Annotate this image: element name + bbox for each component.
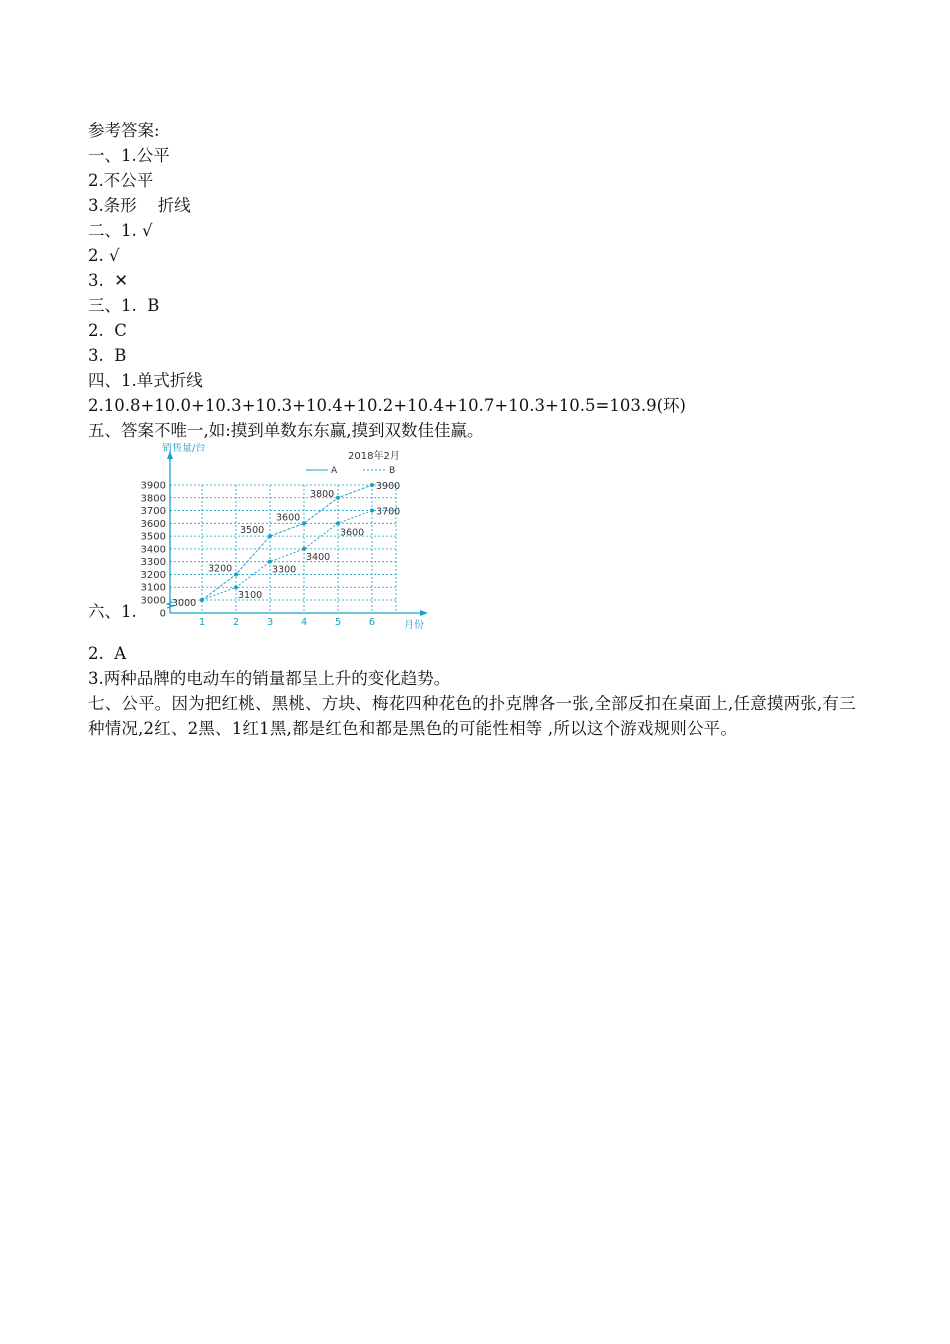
data-label-a: 3900	[376, 481, 401, 492]
y-tick-label: 3600	[140, 518, 166, 530]
data-point-b	[336, 521, 340, 525]
answer-line: 一、1.公平	[88, 146, 170, 165]
data-point-a	[336, 496, 340, 500]
answer-line: 2. C	[88, 321, 127, 340]
x-axis-arrow	[420, 610, 428, 616]
series-line-b	[202, 511, 372, 600]
x-axis-title: 月份	[404, 620, 424, 631]
answer-line: 参考答案:	[88, 121, 160, 140]
y-tick-label: 3100	[140, 582, 166, 594]
answer-line: 三、1. B	[88, 296, 160, 315]
data-point-b	[268, 560, 272, 564]
answers-part-2	[88, 641, 868, 691]
y-tick-label: 3300	[140, 557, 166, 569]
answer-line: 二、1. √	[88, 221, 153, 240]
x-tick-label: 3	[266, 617, 274, 628]
series-line-a	[202, 485, 372, 600]
data-point-a	[370, 483, 374, 487]
chart-title: 2018年2月	[348, 451, 400, 462]
answer-line: 四、1.单式折线	[88, 371, 203, 390]
legend-label-b: B	[389, 466, 396, 476]
data-label-a: 3200	[208, 563, 233, 575]
data-label-b: 3300	[272, 564, 297, 576]
answer-line: 3. ✕	[88, 271, 129, 290]
y-axis-title: 销售量/台	[162, 443, 206, 454]
answers-part-1	[88, 118, 868, 443]
answer-line: 2.10.8+10.0+10.3+10.3+10.4+10.2+10.4+10.7+10.3+10.5=103.9(环)	[88, 396, 686, 415]
data-point-a	[268, 534, 272, 538]
answer-line: 2. √	[88, 246, 120, 265]
y-tick-label: 3500	[140, 531, 166, 543]
data-label-b: 3700	[376, 506, 401, 518]
answer-line: 2.不公平	[88, 171, 154, 190]
sales-line-chart	[128, 443, 478, 641]
data-label-b: 3400	[306, 551, 331, 563]
data-label-a: 3000	[172, 598, 197, 609]
answer-line: 3.两种品牌的电动车的销量都呈上升的变化趋势。	[88, 669, 451, 688]
data-point-b	[234, 585, 238, 589]
data-label-b: 3100	[238, 590, 263, 602]
y-tick-label: 3800	[140, 493, 166, 505]
legend-label-a: A	[331, 466, 338, 476]
data-label-b: 3600	[340, 527, 365, 539]
y-tick-label: 3700	[140, 506, 166, 518]
x-tick-label: 5	[334, 617, 342, 628]
data-point-b	[200, 598, 204, 602]
data-point-a	[234, 572, 238, 576]
y-tick-label: 0	[159, 608, 166, 620]
data-label-a: 3600	[276, 512, 301, 524]
data-label-a: 3500	[240, 525, 265, 537]
section-7-paragraph: 七、公平。因为把红桃、黑桃、方块、梅花四种花色的扑克牌各一张,全部反扣在桌面上,任意摸两张,有三种情况,2红、2黑、1红1黑,都是红色和都是黑色的可能性相等 ,所以这个游戏规则公平。	[88, 694, 856, 738]
data-label-a: 3800	[310, 488, 335, 500]
section-6-row	[88, 443, 868, 641]
section-6-label: 六、1.	[88, 602, 137, 621]
y-tick-label: 3000	[140, 595, 166, 607]
y-tick-label: 3200	[140, 569, 166, 581]
y-tick-label: 3400	[140, 544, 166, 556]
answer-line: 3. B	[88, 346, 127, 365]
answer-line: 3.条形 折线	[88, 196, 191, 215]
x-tick-label: 2	[232, 617, 240, 628]
x-tick-label: 4	[300, 617, 308, 628]
y-tick-label: 3900	[140, 480, 166, 492]
answer-sheet	[88, 118, 868, 741]
answer-line: 2. A	[88, 644, 127, 663]
data-point-b	[302, 547, 306, 551]
answer-line: 五、答案不唯一,如:摸到单数东东赢,摸到双数佳佳赢。	[88, 421, 484, 440]
data-point-b	[370, 509, 374, 513]
data-point-a	[302, 521, 306, 525]
x-tick-label: 1	[198, 617, 206, 628]
x-tick-label: 6	[368, 617, 376, 628]
